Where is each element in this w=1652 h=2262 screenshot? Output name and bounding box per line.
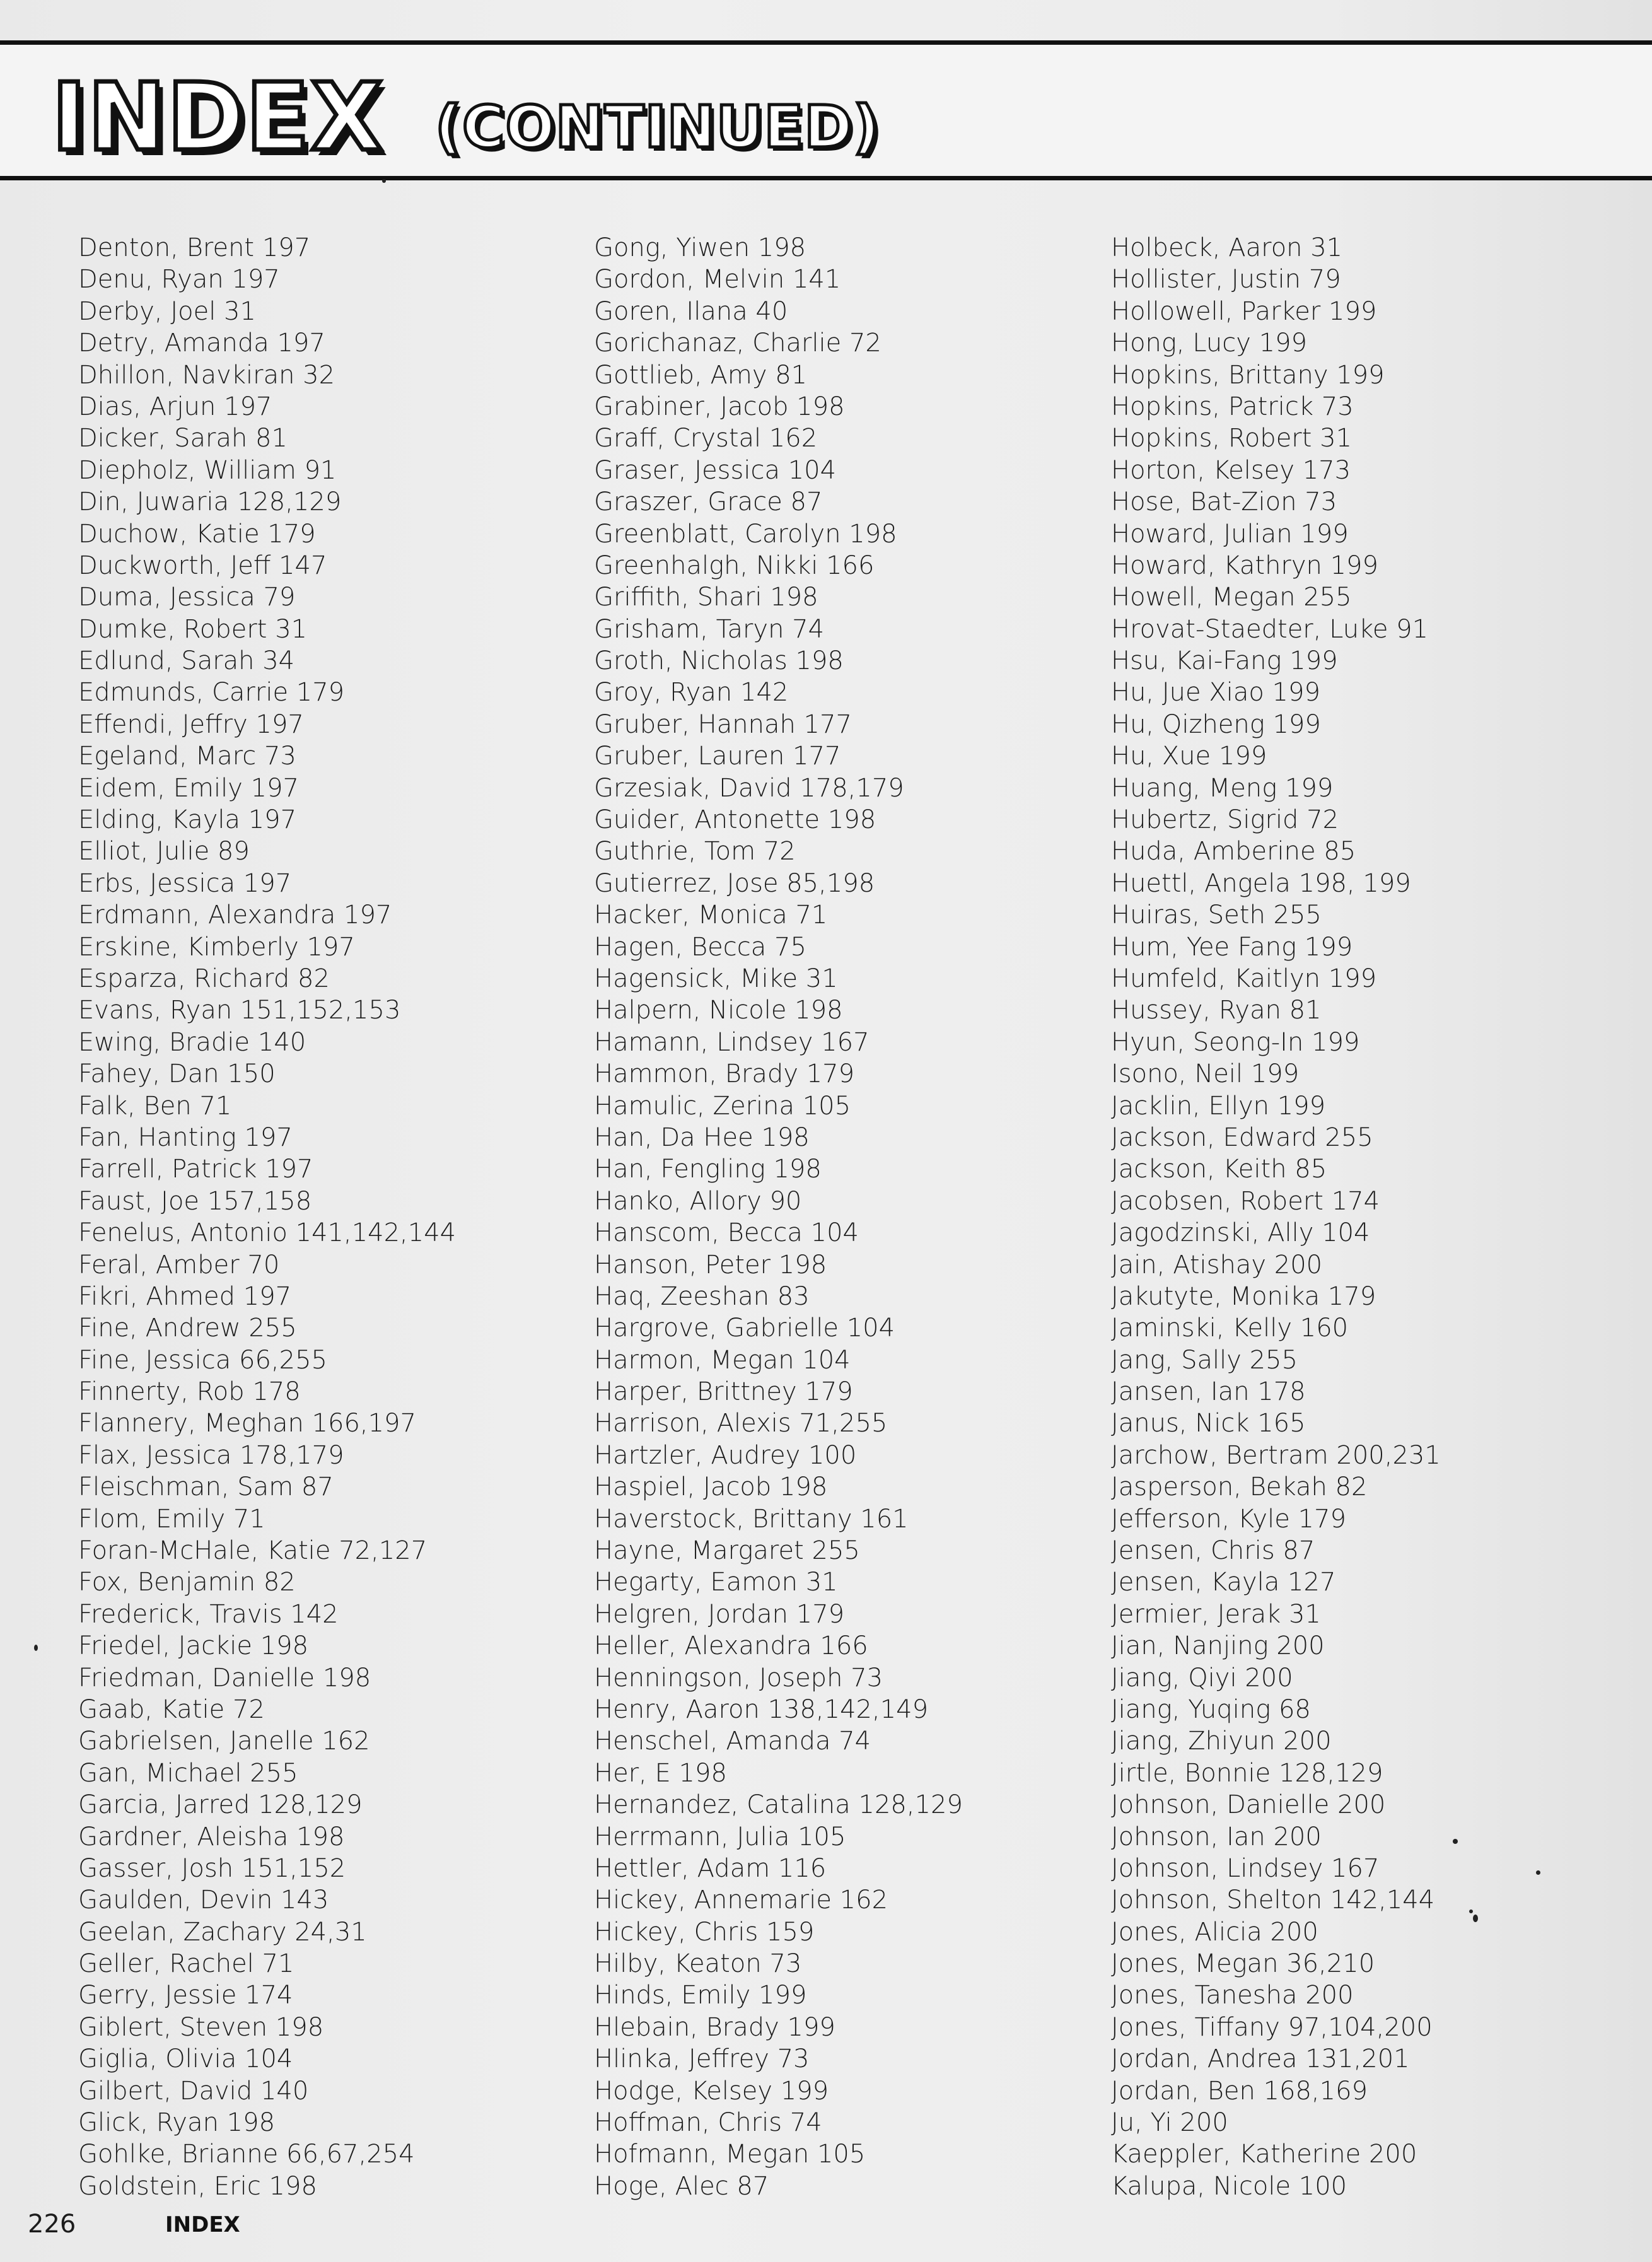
index-entry: Foran-McHale, Katie 72,127: [78, 1536, 428, 1566]
index-entry: Hlebain, Brady 199: [594, 2012, 835, 2042]
index-entry: Howard, Julian 199: [1111, 519, 1349, 549]
index-entry: Jefferson, Kyle 179: [1111, 1504, 1346, 1534]
index-entry: Hu, Xue 199: [1111, 742, 1267, 771]
index-entry: Gong, Yiwen 198: [594, 233, 806, 262]
index-entry: Kaeppler, Katherine 200: [1111, 2140, 1417, 2169]
index-entry: Greenhalgh, Nikki 166: [594, 551, 875, 580]
index-entry: Haverstock, Brittany 161: [594, 1504, 909, 1534]
index-entry: Horton, Kelsey 173: [1111, 455, 1351, 485]
index-entry: Hubertz, Sigrid 72: [1111, 805, 1339, 835]
index-entry: Hanscom, Becca 104: [594, 1218, 859, 1248]
index-entry: Jackson, Edward 255: [1111, 1122, 1373, 1152]
index-entry: Denton, Brent 197: [78, 233, 311, 262]
index-entry: Jain, Atishay 200: [1111, 1250, 1323, 1280]
page-title: INDEX: [52, 63, 384, 172]
index-entry: Hacker, Monica 71: [594, 901, 828, 930]
index-entry: Hickey, Chris 159: [594, 1917, 815, 1947]
index-entry: Graff, Crystal 162: [594, 424, 818, 453]
index-entry: Janus, Nick 165: [1111, 1409, 1306, 1438]
index-entry: Jaminski, Kelly 160: [1111, 1314, 1349, 1343]
index-entry: Hernandez, Catalina 128,129: [594, 1790, 963, 1820]
index-entry: Ju, Yi 200: [1111, 2108, 1228, 2138]
index-entry: Howard, Kathryn 199: [1111, 551, 1378, 580]
index-entry: Fan, Hanting 197: [78, 1122, 293, 1152]
index-entry: Fine, Andrew 255: [78, 1314, 297, 1343]
index-column-1: [78, 232, 583, 2202]
index-entry: Han, Fengling 198: [594, 1155, 822, 1184]
index-entry: Hammon, Brady 179: [594, 1059, 855, 1089]
header-band: [0, 40, 1652, 180]
index-entry: Hayne, Margaret 255: [594, 1536, 860, 1566]
index-column-3: [1111, 232, 1615, 2202]
index-entry: Hilby, Keaton 73: [594, 1949, 802, 1979]
index-entry: Elding, Kayla 197: [78, 805, 297, 835]
index-entry: Gutierrez, Jose 85,198: [594, 868, 875, 898]
index-entry: Hollowell, Parker 199: [1111, 296, 1377, 326]
index-entry: Hartzler, Audrey 100: [594, 1440, 857, 1470]
index-entry: Esparza, Richard 82: [78, 964, 330, 993]
page-subtitle: (CONTINUED): [435, 93, 880, 161]
index-entry: Hollister, Justin 79: [1111, 265, 1341, 294]
index-entry: Griffith, Shari 198: [594, 583, 818, 612]
index-entry: Jirtle, Bonnie 128,129: [1111, 1758, 1383, 1788]
index-entry: Guider, Antonette 198: [594, 805, 876, 835]
index-entry: Jiang, Zhiyun 200: [1111, 1727, 1332, 1756]
index-entry: Friedel, Jackie 198: [78, 1631, 309, 1661]
index-entry: Dhillon, Navkiran 32: [78, 360, 335, 390]
index-entry: Hinds, Emily 199: [594, 1981, 807, 2010]
index-entry: Edlund, Sarah 34: [78, 646, 295, 676]
index-entry: Jarchow, Bertram 200,231: [1111, 1440, 1441, 1470]
index-entry: Haspiel, Jacob 198: [594, 1472, 828, 1502]
index-entry: Erbs, Jessica 197: [78, 868, 292, 898]
index-entry: Harper, Brittney 179: [594, 1377, 853, 1407]
page-number: 226: [28, 2210, 76, 2239]
index-entry: Gordon, Melvin 141: [594, 265, 841, 294]
index-entry: Fenelus, Antonio 141,142,144: [78, 1218, 457, 1248]
index-entry: Johnson, Ian 200: [1111, 1822, 1322, 1851]
scan-speck: [1536, 1870, 1540, 1875]
index-entry: Jensen, Kayla 127: [1111, 1568, 1336, 1597]
index-entry: Henry, Aaron 138,142,149: [594, 1694, 929, 1724]
index-entry: Jian, Nanjing 200: [1111, 1631, 1325, 1661]
scan-speck: [1473, 1915, 1478, 1922]
index-entry: Humfeld, Kaitlyn 199: [1111, 964, 1377, 993]
index-entry: Helgren, Jordan 179: [594, 1599, 845, 1629]
index-entry: Duchow, Katie 179: [78, 519, 316, 549]
index-entry: Hrovat-Staedter, Luke 91: [1111, 614, 1429, 644]
index-entry: Denu, Ryan 197: [78, 265, 280, 294]
index-entry: Gaab, Katie 72: [78, 1694, 265, 1724]
index-entry: Howell, Megan 255: [1111, 583, 1352, 612]
index-entry: Flom, Emily 71: [78, 1504, 265, 1534]
index-entry: Harmon, Megan 104: [594, 1345, 851, 1375]
index-entry: Henschel, Amanda 74: [594, 1727, 871, 1756]
index-entry: Johnson, Lindsey 167: [1111, 1853, 1380, 1883]
index-entry: Hopkins, Patrick 73: [1111, 392, 1354, 421]
index-entry: Gabrielsen, Janelle 162: [78, 1727, 370, 1756]
index-entry: Giblert, Steven 198: [78, 2012, 324, 2042]
index-entry: Grabiner, Jacob 198: [594, 392, 845, 421]
index-entry: Gan, Michael 255: [78, 1758, 298, 1788]
index-entry: Haq, Zeeshan 83: [594, 1281, 810, 1311]
index-entry: Gohlke, Brianne 66,67,254: [78, 2140, 415, 2169]
index-entry: Effendi, Jeffry 197: [78, 709, 304, 739]
index-entry: Gasser, Josh 151,152: [78, 1853, 346, 1883]
index-entry: Erskine, Kimberly 197: [78, 932, 355, 962]
index-entry: Hanko, Allory 90: [594, 1186, 802, 1216]
index-entry: Geelan, Zachary 24,31: [78, 1917, 367, 1947]
index-entry: Hagensick, Mike 31: [594, 964, 838, 993]
index-entry: Fox, Benjamin 82: [78, 1568, 296, 1597]
index-entry: Isono, Neil 199: [1111, 1059, 1300, 1089]
index-entry: Egeland, Marc 73: [78, 742, 296, 771]
index-entry: Duma, Jessica 79: [78, 583, 296, 612]
index-entry: Frederick, Travis 142: [78, 1599, 339, 1629]
index-entry: Ewing, Bradie 140: [78, 1027, 306, 1057]
index-entry: Hyun, Seong-In 199: [1111, 1027, 1360, 1057]
index-entry: Feral, Amber 70: [78, 1250, 280, 1280]
index-entry: Jagodzinski, Ally 104: [1111, 1218, 1370, 1248]
index-entry: Garcia, Jarred 128,129: [78, 1790, 363, 1820]
index-entry: Hegarty, Eamon 31: [594, 1568, 838, 1597]
index-entry: Giglia, Olivia 104: [78, 2044, 293, 2074]
index-column-2: [594, 232, 1098, 2202]
index-entry: Derby, Joel 31: [78, 296, 256, 326]
index-entry: Jordan, Ben 168,169: [1111, 2076, 1368, 2106]
index-entry: Jones, Alicia 200: [1111, 1917, 1318, 1947]
index-entry: Edmunds, Carrie 179: [78, 678, 345, 708]
index-entry: Jang, Sally 255: [1111, 1345, 1298, 1375]
index-entry: Hong, Lucy 199: [1111, 329, 1307, 358]
index-entry: Kalupa, Nicole 100: [1111, 2171, 1347, 2201]
index-entry: Gaulden, Devin 143: [78, 1886, 329, 1915]
index-entry: Fahey, Dan 150: [78, 1059, 276, 1089]
index-entry: Hamulic, Zerina 105: [594, 1091, 851, 1121]
index-entry: Jasperson, Bekah 82: [1111, 1472, 1368, 1502]
index-entry: Gerry, Jessie 174: [78, 1981, 293, 2010]
index-entry: Fikri, Ahmed 197: [78, 1281, 292, 1311]
index-entry: Huang, Meng 199: [1111, 773, 1334, 803]
index-entry: Herrmann, Julia 105: [594, 1822, 846, 1851]
index-entry: Goldstein, Eric 198: [78, 2171, 317, 2201]
index-entry: Jones, Megan 36,210: [1111, 1949, 1375, 1979]
scan-speck: [1469, 1909, 1473, 1913]
index-entry: Hamann, Lindsey 167: [594, 1027, 870, 1057]
index-entry: Gruber, Lauren 177: [594, 742, 841, 771]
index-entry: Hum, Yee Fang 199: [1111, 932, 1353, 962]
index-entry: Jacobsen, Robert 174: [1111, 1186, 1380, 1216]
scan-speck: [382, 179, 386, 183]
index-entry: Geller, Rachel 71: [78, 1949, 294, 1979]
index-entry: Fleischman, Sam 87: [78, 1472, 334, 1502]
index-entry: Johnson, Danielle 200: [1111, 1790, 1386, 1820]
index-entry: Jones, Tiffany 97,104,200: [1111, 2012, 1433, 2042]
index-entry: Her, E 198: [594, 1758, 727, 1788]
index-entry: Jiang, Qiyi 200: [1111, 1663, 1293, 1693]
index-entry: Groy, Ryan 142: [594, 678, 789, 708]
index-entry: Grzesiak, David 178,179: [594, 773, 904, 803]
index-entry: Gardner, Aleisha 198: [78, 1822, 345, 1851]
index-entry: Hlinka, Jeffrey 73: [594, 2044, 810, 2074]
index-entry: Harrison, Alexis 71,255: [594, 1409, 888, 1438]
index-entry: Dias, Arjun 197: [78, 392, 272, 421]
index-entry: Gruber, Hannah 177: [594, 709, 852, 739]
index-entry: Hoffman, Chris 74: [594, 2108, 822, 2138]
index-entry: Graser, Jessica 104: [594, 455, 837, 485]
footer-section-label: INDEX: [165, 2212, 240, 2237]
index-entry: Hanson, Peter 198: [594, 1250, 827, 1280]
index-entry: Hodge, Kelsey 199: [594, 2076, 829, 2106]
index-entry: Hofmann, Megan 105: [594, 2140, 866, 2169]
index-entry: Hussey, Ryan 81: [1111, 996, 1322, 1025]
index-entry: Jiang, Yuqing 68: [1111, 1694, 1311, 1724]
index-entry: Groth, Nicholas 198: [594, 646, 844, 676]
index-entry: Glick, Ryan 198: [78, 2108, 276, 2138]
index-entry: Halpern, Nicole 198: [594, 996, 843, 1025]
index-entry: Jakutyte, Monika 179: [1111, 1281, 1376, 1311]
index-entry: Huiras, Seth 255: [1111, 901, 1322, 930]
index-entry: Dumke, Robert 31: [78, 614, 308, 644]
index-entry: Friedman, Danielle 198: [78, 1663, 371, 1693]
index-entry: Hopkins, Robert 31: [1111, 424, 1352, 453]
index-entry: Dicker, Sarah 81: [78, 424, 288, 453]
index-entry: Fine, Jessica 66,255: [78, 1345, 327, 1375]
index-entry: Jordan, Andrea 131,201: [1111, 2044, 1410, 2074]
index-entry: Jones, Tanesha 200: [1111, 1981, 1354, 2010]
index-entry: Guthrie, Tom 72: [594, 837, 796, 866]
index-entry: Heller, Alexandra 166: [594, 1631, 868, 1661]
index-entry: Jensen, Chris 87: [1111, 1536, 1315, 1566]
index-entry: Johnson, Shelton 142,144: [1111, 1886, 1435, 1915]
index-entry: Jansen, Ian 178: [1111, 1377, 1306, 1407]
index-entry: Greenblatt, Carolyn 198: [594, 519, 897, 549]
index-entry: Duckworth, Jeff 147: [78, 551, 327, 580]
index-entry: Huettl, Angela 198, 199: [1111, 868, 1411, 898]
index-entry: Erdmann, Alexandra 197: [78, 901, 392, 930]
index-entry: Elliot, Julie 89: [78, 837, 250, 866]
scan-speck: [34, 1645, 38, 1651]
index-entry: Jackson, Keith 85: [1111, 1155, 1327, 1184]
index-entry: Gottlieb, Amy 81: [594, 360, 808, 390]
index-entry: Jermier, Jerak 31: [1111, 1599, 1321, 1629]
index-entry: Hose, Bat-Zion 73: [1111, 487, 1337, 517]
index-entry: Hu, Jue Xiao 199: [1111, 678, 1320, 708]
index-entry: Gilbert, David 140: [78, 2076, 309, 2106]
index-entry: Farrell, Patrick 197: [78, 1155, 313, 1184]
index-entry: Goren, Ilana 40: [594, 296, 788, 326]
index-entry: Faust, Joe 157,158: [78, 1186, 312, 1216]
index-entry: Grisham, Taryn 74: [594, 614, 825, 644]
index-entry: Diepholz, William 91: [78, 455, 337, 485]
index-entry: Detry, Amanda 197: [78, 329, 325, 358]
index-entry: Hickey, Annemarie 162: [594, 1886, 888, 1915]
index-entry: Jacklin, Ellyn 199: [1111, 1091, 1326, 1121]
index-entry: Graszer, Grace 87: [594, 487, 823, 517]
index-entry: Gorichanaz, Charlie 72: [594, 329, 881, 358]
index-entry: Hu, Qizheng 199: [1111, 709, 1321, 739]
index-entry: Han, Da Hee 198: [594, 1122, 810, 1152]
index-entry: Hopkins, Brittany 199: [1111, 360, 1385, 390]
scan-speck: [1453, 1839, 1458, 1844]
index-entry: Evans, Ryan 151,152,153: [78, 996, 401, 1025]
index-entry: Eidem, Emily 197: [78, 773, 299, 803]
index-entry: Hettler, Adam 116: [594, 1853, 827, 1883]
index-entry: Henningson, Joseph 73: [594, 1663, 883, 1693]
index-entry: Flannery, Meghan 166,197: [78, 1409, 416, 1438]
index-entry: Falk, Ben 71: [78, 1091, 232, 1121]
index-entry: Finnerty, Rob 178: [78, 1377, 301, 1407]
index-entry: Hsu, Kai-Fang 199: [1111, 646, 1338, 676]
index-entry: Hargrove, Gabrielle 104: [594, 1314, 895, 1343]
index-entry: Huda, Amberine 85: [1111, 837, 1356, 866]
index-entry: Hoge, Alec 87: [594, 2171, 769, 2201]
index-entry: Hagen, Becca 75: [594, 932, 806, 962]
index-entry: Din, Juwaria 128,129: [78, 487, 342, 517]
index-entry: Flax, Jessica 178,179: [78, 1440, 344, 1470]
index-entry: Holbeck, Aaron 31: [1111, 233, 1343, 262]
